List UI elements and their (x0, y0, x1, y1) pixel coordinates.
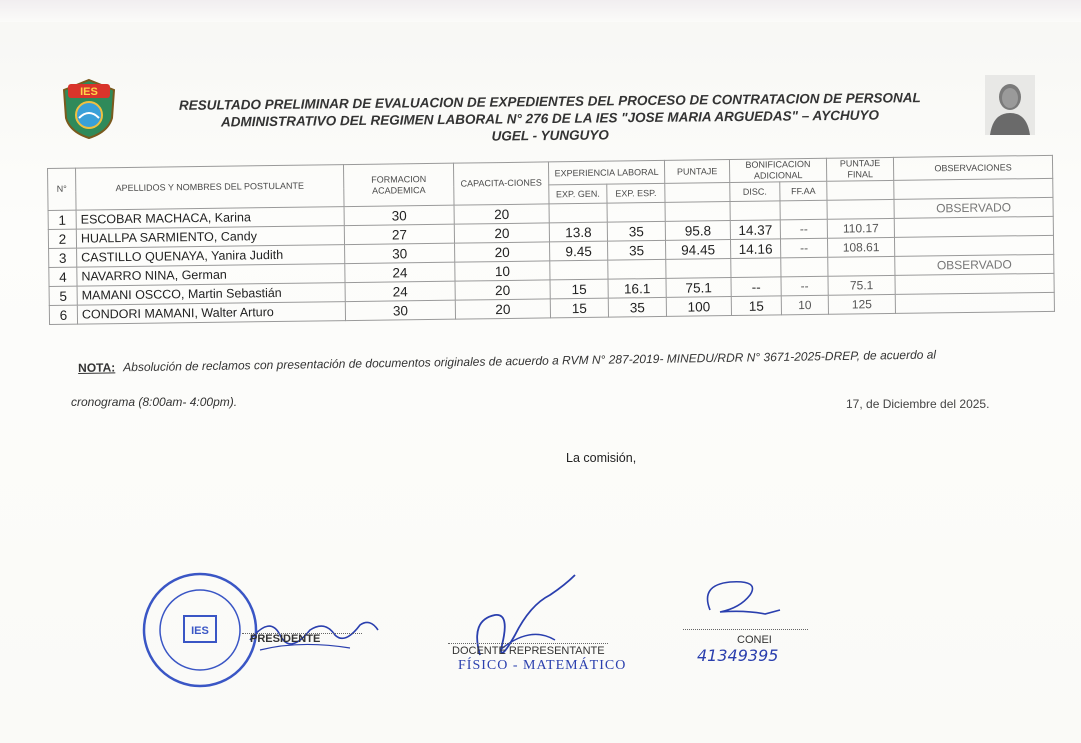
cell-n: 5 (49, 286, 77, 305)
cell-n: 1 (48, 210, 76, 229)
results-table-wrapper (47, 155, 1054, 325)
cell-ffaa: -- (780, 219, 827, 239)
cell-final (828, 256, 895, 276)
cell-disc: 14.16 (731, 239, 781, 259)
cell-exp-esp (607, 202, 665, 222)
cell-formacion: 27 (344, 224, 454, 244)
cell-formacion: 24 (345, 281, 455, 301)
header-exp-gen: EXP. GEN. (549, 184, 607, 204)
cell-obs (894, 235, 1053, 256)
cell-exp-esp: 35 (607, 221, 665, 241)
nota-text: Absolución de reclamos con presentación de documentos originales de acuerdo a RVM N° 287-2019- MINEDU/RDR N° 3671-2025-DREP, de acuerdo al (123, 347, 937, 375)
cell-disc (730, 201, 780, 221)
nota-label: NOTA: (78, 360, 116, 375)
cell-n: 2 (48, 229, 76, 248)
cell-final: 108.61 (828, 237, 895, 257)
results-table (47, 155, 1055, 325)
cell-name: CONDORI MAMANI, Walter Arturo (77, 302, 345, 325)
cell-capacitaciones: 20 (454, 204, 549, 224)
comision-label: La comisión, (566, 451, 637, 465)
svg-text:IES: IES (80, 86, 98, 98)
cell-puntaje (666, 259, 731, 279)
cell-exp-gen (549, 203, 607, 223)
cell-disc: 14.37 (730, 220, 780, 240)
cell-name: ESCOBAR MACHACA, Karina (76, 207, 344, 230)
header-num: N° (48, 168, 77, 210)
cell-exp-esp: 35 (608, 240, 666, 260)
cell-ffaa (780, 200, 827, 220)
cell-ffaa: 10 (781, 295, 828, 315)
cell-exp-gen: 9.45 (550, 241, 608, 261)
cell-final: 125 (828, 294, 895, 314)
cell-name: MAMANI OSCCO, Martin Sebastián (77, 283, 345, 306)
cell-capacitaciones: 20 (455, 299, 550, 319)
sig2-line (448, 643, 608, 644)
cell-final (827, 199, 894, 219)
cell-name: NAVARRO NINA, German (77, 264, 345, 287)
cell-puntaje (665, 202, 730, 222)
cell-formacion: 30 (344, 205, 454, 225)
cell-exp-esp (608, 259, 666, 279)
cell-formacion: 30 (345, 300, 455, 320)
presidente-signature (230, 580, 390, 680)
cell-exp-gen: 15 (550, 298, 608, 318)
sig3-line (683, 629, 808, 630)
conei-signature (690, 570, 800, 630)
cell-formacion: 30 (345, 243, 455, 263)
cell-disc (731, 258, 781, 278)
cell-exp-gen (550, 260, 608, 280)
document-title (125, 89, 975, 149)
header-ffaa: FF.AA (780, 181, 827, 201)
cell-final: 110.17 (827, 218, 894, 238)
header-exp-esp: EXP. ESP. (607, 183, 665, 203)
portrait-photo (985, 75, 1035, 135)
svg-text:IES: IES (191, 625, 209, 637)
conei-label: CONEI (737, 634, 772, 646)
header-puntaje: PUNTAJE (664, 160, 729, 184)
title-line-2: ADMINISTRATIVO DEL REGIMEN LABORAL N° 276 DE LA IES "JOSE MARIA ARGUEDAS" – AYCHUYO (220, 107, 880, 130)
cell-obs: OBSERVADO (895, 254, 1054, 275)
cell-formacion: 24 (345, 262, 455, 282)
conei-dni: 41349395 (697, 646, 779, 665)
cell-ffaa (781, 257, 828, 277)
cell-capacitaciones: 20 (454, 223, 549, 243)
header-formacion: FORMACION ACADEMICA (343, 163, 454, 206)
page-edge (0, 0, 1081, 22)
nota-text-2: cronograma (8:00am- 4:00pm). (71, 395, 238, 409)
cell-disc: -- (731, 277, 781, 297)
cell-capacitaciones: 20 (455, 242, 550, 262)
cell-name: HUALLPA SARMIENTO, Candy (76, 226, 344, 249)
document-date: 17, de Diciembre del 2025. (846, 397, 990, 411)
header-puntaje-sub (665, 183, 730, 203)
cell-ffaa: -- (781, 238, 828, 258)
header-observaciones: OBSERVACIONES (893, 155, 1052, 180)
cell-n: 6 (49, 305, 77, 324)
cell-obs (894, 216, 1053, 237)
cell-capacitaciones: 10 (455, 261, 550, 281)
header-bonificacion: BONIFICACION ADICIONAL (729, 158, 826, 182)
header-experiencia: EXPERIENCIA LABORAL (548, 160, 664, 185)
cell-puntaje: 75.1 (666, 278, 731, 298)
cell-exp-gen: 13.8 (549, 222, 607, 242)
cell-puntaje: 95.8 (665, 221, 730, 241)
cell-final: 75.1 (828, 275, 895, 295)
cell-n: 4 (49, 267, 77, 286)
cell-puntaje: 94.45 (666, 240, 731, 260)
cell-exp-esp: 35 (608, 297, 666, 317)
header-capacitaciones: CAPACITA-CIONES (453, 162, 549, 205)
cell-n: 3 (49, 248, 77, 267)
header-disc: DISC. (730, 182, 780, 202)
header-puntaje-final: PUNTAJE FINAL (826, 157, 893, 181)
presidente-label: PRESIDENTE (250, 633, 321, 645)
cell-puntaje: 100 (666, 297, 731, 317)
cell-name: CASTILLO QUENAYA, Yanira Judith (77, 245, 345, 268)
cell-obs: OBSERVADO (894, 197, 1053, 218)
ies-logo-icon (60, 78, 118, 140)
header-final-sub (827, 180, 894, 200)
cell-obs (895, 273, 1054, 294)
header-name: APELLIDOS Y NOMBRES DEL POSTULANTE (76, 165, 345, 211)
docente-stamp: FÍSICO - MATEMÁTICO (458, 658, 627, 673)
title-line-3: UGEL - YUNGUYO (491, 127, 609, 144)
cell-capacitaciones: 20 (455, 280, 550, 300)
title-line-1: RESULTADO PRELIMINAR DE EVALUACION DE EXPEDIENTES DEL PROCESO DE CONTRATACION DE PERSONAL (178, 90, 921, 113)
cell-exp-gen: 15 (550, 279, 608, 299)
docente-label: DOCENTE REPRESENTANTE (452, 645, 605, 657)
cell-ffaa: -- (781, 276, 828, 296)
table-body (48, 197, 1054, 324)
cell-obs (895, 292, 1054, 313)
cell-disc: 15 (731, 296, 781, 316)
header-obs-sub (894, 178, 1053, 199)
cell-exp-esp: 16.1 (608, 278, 666, 298)
